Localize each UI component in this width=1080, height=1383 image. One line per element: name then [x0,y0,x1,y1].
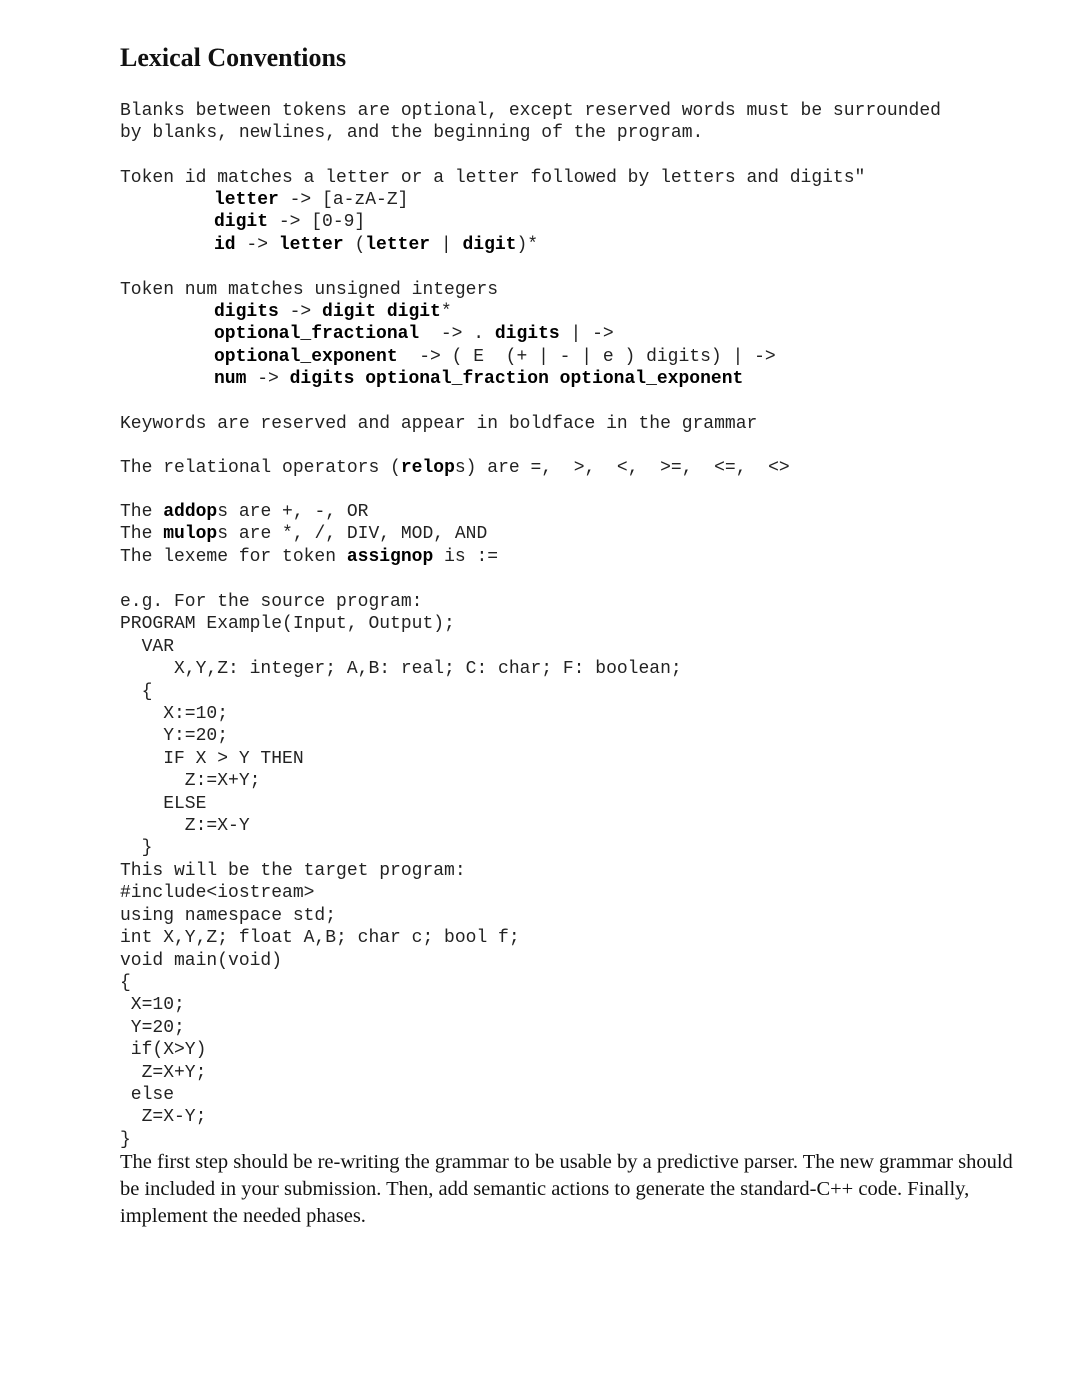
rule-num [214,368,776,390]
blanks-line-2: by blanks, newlines, and the beginning of the program. [120,123,704,144]
mulops-pre: The [120,524,164,545]
source-line: X:=10; [120,703,229,724]
target-line: { [120,972,131,993]
addops-post: s are +, -, OR [217,502,369,522]
rule-exponent [214,346,776,368]
source-line: Z:=X-Y [120,815,250,836]
page-title: Lexical Conventions [120,43,347,72]
rule-id-pipe: | [430,234,463,255]
assignop-keyword: assignop [346,546,434,567]
rule-num-lhs: num [214,369,247,390]
target-line: using namespace std; [120,905,337,926]
target-line: else [120,1084,175,1105]
target-line: Z=X+Y; [120,1062,207,1083]
addops-keyword: addop [163,502,218,522]
token-num-rules [214,301,776,391]
rule-id-close: )* [516,234,539,255]
source-line: e.g. For the source program: [120,592,423,612]
target-line: X=10; [120,995,185,1016]
source-line: ELSE [120,793,207,814]
assignop-pre: The lexeme for token [120,546,347,567]
rule-id-letter: letter [278,234,344,255]
token-id-rules [214,189,538,256]
rule-letter-rhs: -> [a-zA-Z] [278,190,409,210]
source-line: IF X > Y THEN [120,748,304,769]
addops-pre: The [120,502,164,522]
target-line: This will be the target program: [120,861,466,881]
source-line: { [120,681,153,702]
relops-keyword: relop [400,458,455,478]
target-line: int X,Y,Z; float A,B; char c; bool f; [120,928,520,949]
rule-frac-digits: digits [494,324,560,345]
target-line: #include<iostream> [120,883,315,904]
addops-line [120,501,498,523]
source-line: } [120,838,153,859]
rule-exp-rhs: -> ( E (+ | - | e ) digits) | -> [397,346,776,367]
source-line: VAR [120,636,175,657]
target-program [120,860,520,1151]
rule-id-open: ( [343,234,366,255]
target-line: } [120,1129,131,1150]
source-line: Z:=X+Y; [120,771,261,792]
rule-digits-lhs: digits [214,302,279,322]
blanks-line-1: Blanks between tokens are optional, except reserved words must be surrounded [120,101,941,121]
blanks-paragraph [120,100,941,145]
rule-letter [214,189,538,211]
rule-digit [214,211,538,233]
rule-num-arrow: -> [246,369,290,390]
rule-id-lhs: id [214,234,236,255]
rule-letter-lhs: letter [214,190,279,210]
token-num-intro: Token num matches unsigned integers [120,280,499,300]
rule-id-digit: digit [462,234,517,255]
source-program [120,591,682,860]
source-line: Y:=20; [120,726,229,747]
target-line: Y=20; [120,1017,185,1038]
token-id-intro: Token id matches a letter or a letter followed by letters and digits" [120,168,866,188]
closing-paragraph: The first step should be re-writing the grammar to be usable by a predictive parser. The new grammar should be included in your submission. Then, add semantic actions to generate the standard-C++ code. Finally, implement the needed phases. [120,1151,1013,1227]
rule-digits-star: * [440,302,452,322]
rule-id-letter-2: letter [365,234,431,255]
relops-line [120,457,790,479]
rule-exp-lhs: optional_exponent [214,346,398,367]
mulops-post: s are *, /, DIV, MOD, AND [217,524,488,545]
rule-frac-lhs: optional_fractional [214,324,420,345]
target-line: void main(void) [120,950,283,971]
rule-fractional [214,323,776,345]
mulops-line [120,523,498,545]
target-line: if(X>Y) [120,1040,207,1061]
rule-id-arrow: -> [235,234,279,255]
mulops-keyword: mulop [163,524,218,545]
rule-digits-rhs: digit digit [322,302,441,322]
keywords-line: Keywords are reserved and appear in boldface in the grammar [120,414,758,434]
rule-digits-arrow: -> [278,302,323,322]
assignop-post: is := [433,546,499,567]
rule-digit-rhs: -> [0-9] [268,212,366,233]
source-line: X,Y,Z: integer; A,B: real; C: char; F: boolean; [120,659,682,680]
rule-digits [214,301,776,323]
target-line: Z=X-Y; [120,1107,207,1128]
relops-pre: The relational operators ( [120,458,401,478]
rule-frac-tail: | -> [559,324,614,345]
relops-post: s) are =, >, <, >=, <=, <> [454,458,790,478]
source-line: PROGRAM Example(Input, Output); [120,614,455,635]
assignop-line [120,546,498,568]
rule-id [214,234,538,256]
rule-frac-mid: -> . [419,324,495,345]
rule-digit-lhs: digit [214,212,269,233]
rule-num-rhs: digits optional_fraction optional_exponent [289,369,744,390]
operators-block [120,501,498,568]
